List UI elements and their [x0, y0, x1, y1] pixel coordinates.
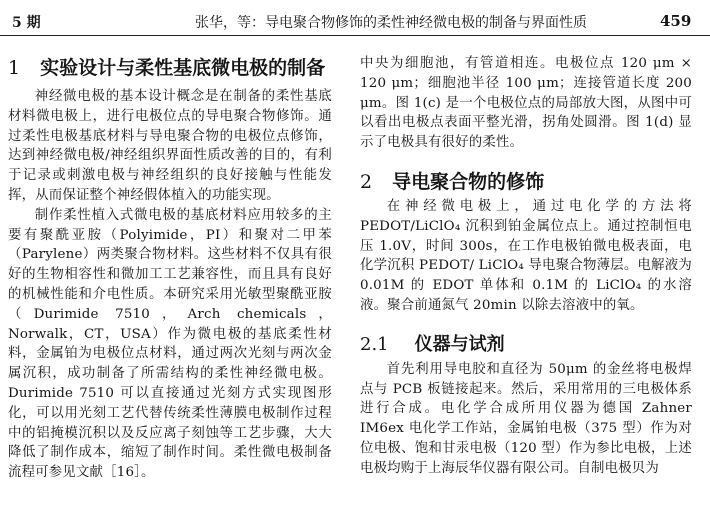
- section-2-1-number: 2.1: [360, 333, 389, 355]
- section-1-paragraph-2: 制作柔性植入式微电极的基底材料应用较多的主要有聚酰亚胺（Polyimide，PI）和聚对二甲苯（Parylene）两类聚合物材料。这些材料不仅具有很好的生物相容性和微加工工艺兼容性，而且具有良好的机械性能和介电性质。本研究采用光敏型聚酰亚胺（Durimide 7510，Arch chemicals，Norwalk，CT，USA）作为微电极的基底柔性材料，金属铂为电极位点材料，通过两次光刻与两次金属沉积，成功制备了所需结构的柔性神经微电极。Durimide 7510 可以直接通过光刻方式实现图形化，可以用光刻工艺代替传统柔性薄膜电极制作过程中的铝掩模沉积以及反应离子刻蚀等工艺步骤，大大降低了制作成本，缩短了制作时间。柔性微电极制备流程可参见文献［16］。: [8, 207, 332, 481]
- section-1-heading: [8, 53, 332, 87]
- section-1-title: 实验设计与柔性基底微电极的制备: [40, 57, 326, 79]
- section-2-1-heading: [360, 330, 692, 360]
- section-2-1-paragraph: 首先利用导电胶和直径为 50μm 的金丝将电极焊点与 PCB 板链接起来。然后，采用常用的三电极体系进行合成。电化学合成所用仪器为德国 Zahner IM6ex 电化学工作站，金属铂电极（375 型）作为对位电极、饱和甘汞电极（120 型）作为参比电极，上述电极均购于上海辰华仪器有限公司。自制电极贝为: [360, 361, 692, 476]
- left-column: [8, 53, 332, 483]
- section-2-1-title: 仪器与试剂: [414, 333, 505, 355]
- section-2-number: 2: [360, 170, 373, 193]
- section-2-title: 导电聚合物的修饰: [392, 170, 545, 193]
- running-title: 张华，等：导电聚合物修饰的柔性神经微电极的制备与界面性质: [195, 15, 587, 31]
- section-1-number: 1: [8, 57, 21, 79]
- section-2-heading: [360, 167, 692, 197]
- right-column: [360, 54, 692, 479]
- page-number: 459: [660, 12, 692, 30]
- issue-number: 5 期: [12, 15, 41, 31]
- section-1-paragraph-1: 神经微电极的基本设计概念是在制备的柔性基底材料微电极上，进行电极位点的导电聚合物修饰。通过柔性电极基底材料与导电聚合物的电极位点修饰，达到神经微电极/神经组织界面性质改善的目的，有利于记录或刺激电极与神经组织的良好接触与性能发挥，从而保证整个神经假体植入的功能实现。: [8, 89, 332, 203]
- running-header: [0, 0, 710, 36]
- section-2-paragraph: 在神经微电极上，通过电化学的方法将 PEDOT/LiClO₄ 沉积到铂金属位点上。通过控制恒电压 1.0V，时间 300s，在工作电极铂微电极表面，电化学沉积 PEDOT/ LiClO₄ 导电聚合物薄层。电解液为 0.01M 的 EDOT 单体和 0.1M 的 LiClO₄ 的水溶液。聚合前通氮气 20min 以除去溶液中的氧。: [360, 198, 692, 313]
- continued-paragraph: 中央为细胞池，有管道相连。电极位点 120 μm × 120 μm；细胞池半径 100 μm；连接管道长度 200 μm。图 1(c) 是一个电极位点的局部放大图，从图中可以看出电极点表面平整光滑，拐角处圆滑。图 1(d) 显示了电极具有很好的柔性。: [360, 56, 692, 151]
